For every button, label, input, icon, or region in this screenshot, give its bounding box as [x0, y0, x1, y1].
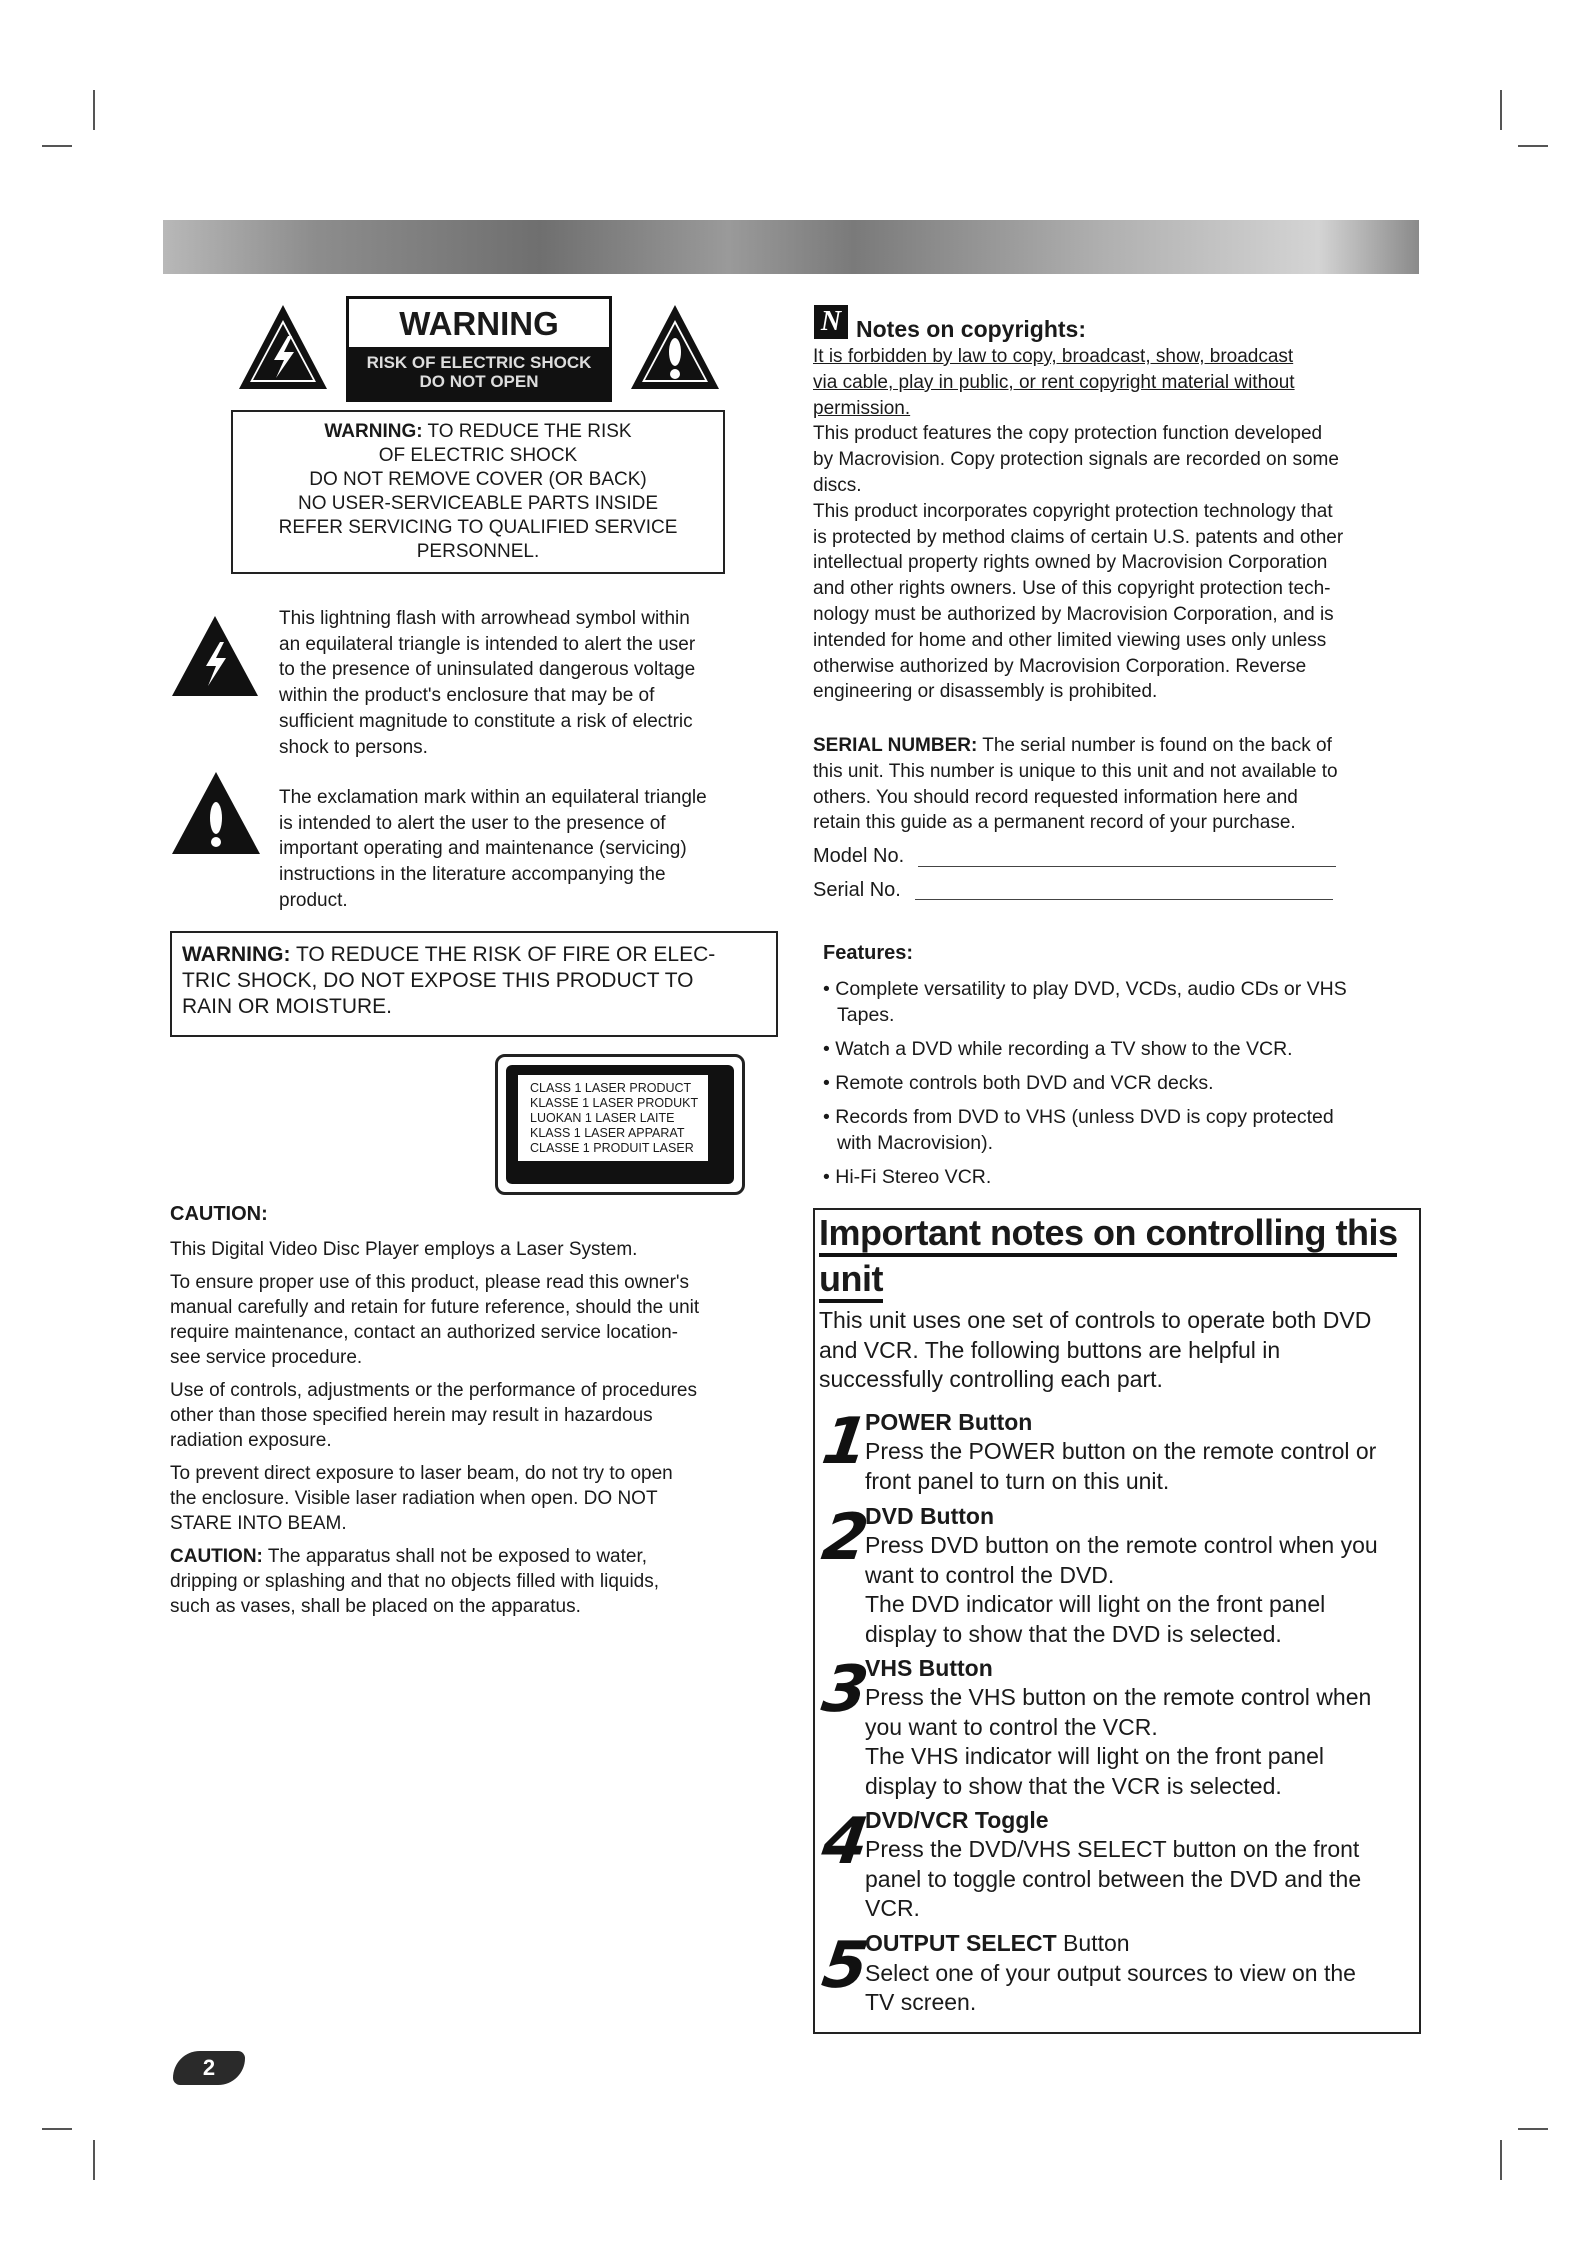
step-number: 4 [817, 1805, 873, 1879]
exclamation-description: The exclamation mark within an equilateral triangle is intended to alert the user to the presence of important operating and maintenance (servicing) instructions in the literature accompanying the product. [279, 787, 707, 911]
crop-mark [1518, 145, 1548, 147]
lightning-description: This lightning flash with arrowhead symbol within an equilateral triangle is intended to alert the user to the presence of uninsulated dangerous voltage within the product's enclosure that may be of sufficient magnitude to constitute a risk of electric shock to persons. [279, 608, 696, 758]
crop-mark [93, 2140, 95, 2180]
step-number: 5 [817, 1929, 873, 2003]
feature-item: • Records from DVD to VHS (unless DVD is copy protected with Macrovision). [823, 1106, 1334, 1154]
important-notes-title: Important notes on controlling this unit [819, 1210, 1419, 1302]
lightning-warning-icon [236, 302, 330, 392]
step-number: 2 [817, 1501, 873, 1575]
warning-label [346, 296, 612, 402]
feature-item: • Remote controls both DVD and VCR decks. [823, 1072, 1214, 1094]
caution-heading: CAUTION: [170, 1203, 268, 1225]
step-dvd: DVD Button Press DVD button on the remote control when you want to control the DVD. The DVD indicator will light on the front panel display to show that the DVD is selected. [865, 1503, 1378, 1647]
step-number: 3 [817, 1653, 873, 1727]
laser-product-label: CLASS 1 LASER PRODUCT KLASSE 1 LASER PRODUKT LUOKAN 1 LASER LAITE KLASS 1 LASER APPARAT CLASSE 1 PRODUIT LASER [495, 1054, 745, 1195]
crop-mark [1500, 90, 1502, 130]
crop-mark [42, 2128, 72, 2130]
crop-mark [1500, 2140, 1502, 2180]
feature-item: • Complete versatility to play DVD, VCDs, audio CDs or VHS Tapes. [823, 978, 1347, 1026]
serial-no-label: Serial No. [813, 879, 901, 901]
step-power: POWER Button Press the POWER button on the remote control or front panel to turn on this unit. [865, 1409, 1377, 1494]
page-number: 2 [173, 2051, 245, 2085]
important-notes-intro: This unit uses one set of controls to operate both DVD and VCR. The following buttons are helpful in successfully controlling each part. [819, 1307, 1372, 1392]
lightning-triangle-icon [170, 614, 260, 698]
step-number: 1 [817, 1405, 873, 1479]
fire-warning-box: WARNING: TO REDUCE THE RISK OF FIRE OR ELEC- TRIC SHOCK, DO NOT EXPOSE THIS PRODUCT TO RAIN OR MOISTURE. [170, 931, 778, 1037]
caution-section: CAUTION: This Digital Video Disc Player employs a Laser System. To ensure proper use of this product, please read this owner's manual carefully and retain for future reference, should the unit require maintenance, contact an authorized service location- see service procedure. Use of controls, adjustments or the performance of procedures other than those specified herein may result in hazardous radiation exposure. To prevent direct exposure to laser beam, do not try to open the enclosure. Visible laser radiation when open. DO NOT STARE INTO BEAM. CAUTION: The apparatus shall not be exposed to water, dripping or splashing and that no objects filled with liquids, such as vases, shall be placed on the apparatus. [170, 1202, 790, 1619]
features-section [823, 940, 1423, 1190]
feature-item: • Watch a DVD while recording a TV show to the VCR. [823, 1038, 1293, 1060]
copyright-heading: Notes on copyrights: [856, 316, 1087, 342]
serial-no-field[interactable] [915, 899, 1333, 900]
warning-label-title: WARNING [399, 305, 559, 342]
warning-label-banner: RISK OF ELECTRIC SHOCK DO NOT OPEN [349, 347, 609, 399]
important-notes-box [813, 1208, 1421, 2034]
crop-mark [42, 145, 72, 147]
shock-warning-box: WARNING: TO REDUCE THE RISK OF ELECTRIC SHOCK DO NOT REMOVE COVER (OR BACK) NO USER-SERVICEABLE PARTS INSIDE REFER SERVICING TO QUALIFIED SERVICE PERSONNEL. [231, 410, 725, 574]
step-vhs: VHS Button Press the VHS button on the remote control when you want to control the VCR. The VHS indicator will light on the front panel display to show that the VCR is selected. [865, 1655, 1372, 1799]
feature-item: • Hi-Fi Stereo VCR. [823, 1166, 992, 1188]
model-no-label: Model No. [813, 845, 905, 867]
exclamation-triangle-icon [170, 770, 262, 856]
header-banner [163, 220, 1419, 274]
step-dvd-vcr-toggle: DVD/VCR Toggle Press the DVD/VHS SELECT button on the front panel to toggle control between the DVD and the VCR. [865, 1807, 1362, 1921]
step-output-select: OUTPUT SELECT Button Select one of your output sources to view on the TV screen. [865, 1930, 1356, 2015]
exclamation-warning-icon [628, 302, 722, 392]
serial-number-section: SERIAL NUMBER: The serial number is found on the back of this unit. This number is unique to this unit and not available to others. You should record requested information here and retain this guide as a permanent record of your purchase. [813, 735, 1338, 834]
crop-mark [93, 90, 95, 130]
copyright-section: It is forbidden by law to copy, broadcast, show, broadcast via cable, play in public, or rent copyright material without permission. This product features the copy protection function developed by Macrovision. Copy protection signals are recorded on some discs. This product incorporates copyright protection technology that is protected by method claims of certain U.S. patents and other intellectual property rights owned by Macrovision Corporation and other rights owners. Use of this copyright protection tech- nology must be authorized by Macrovision Corporation, and is intended for home and other limited viewing uses only unless otherwise authorized by Macrovision Corporation. Reverse engineering or disassembly is prohibited. [813, 346, 1344, 703]
features-heading: Features: [823, 942, 914, 964]
model-no-field[interactable] [918, 866, 1336, 867]
crop-mark [1518, 2128, 1548, 2130]
notes-icon: N [814, 305, 848, 339]
